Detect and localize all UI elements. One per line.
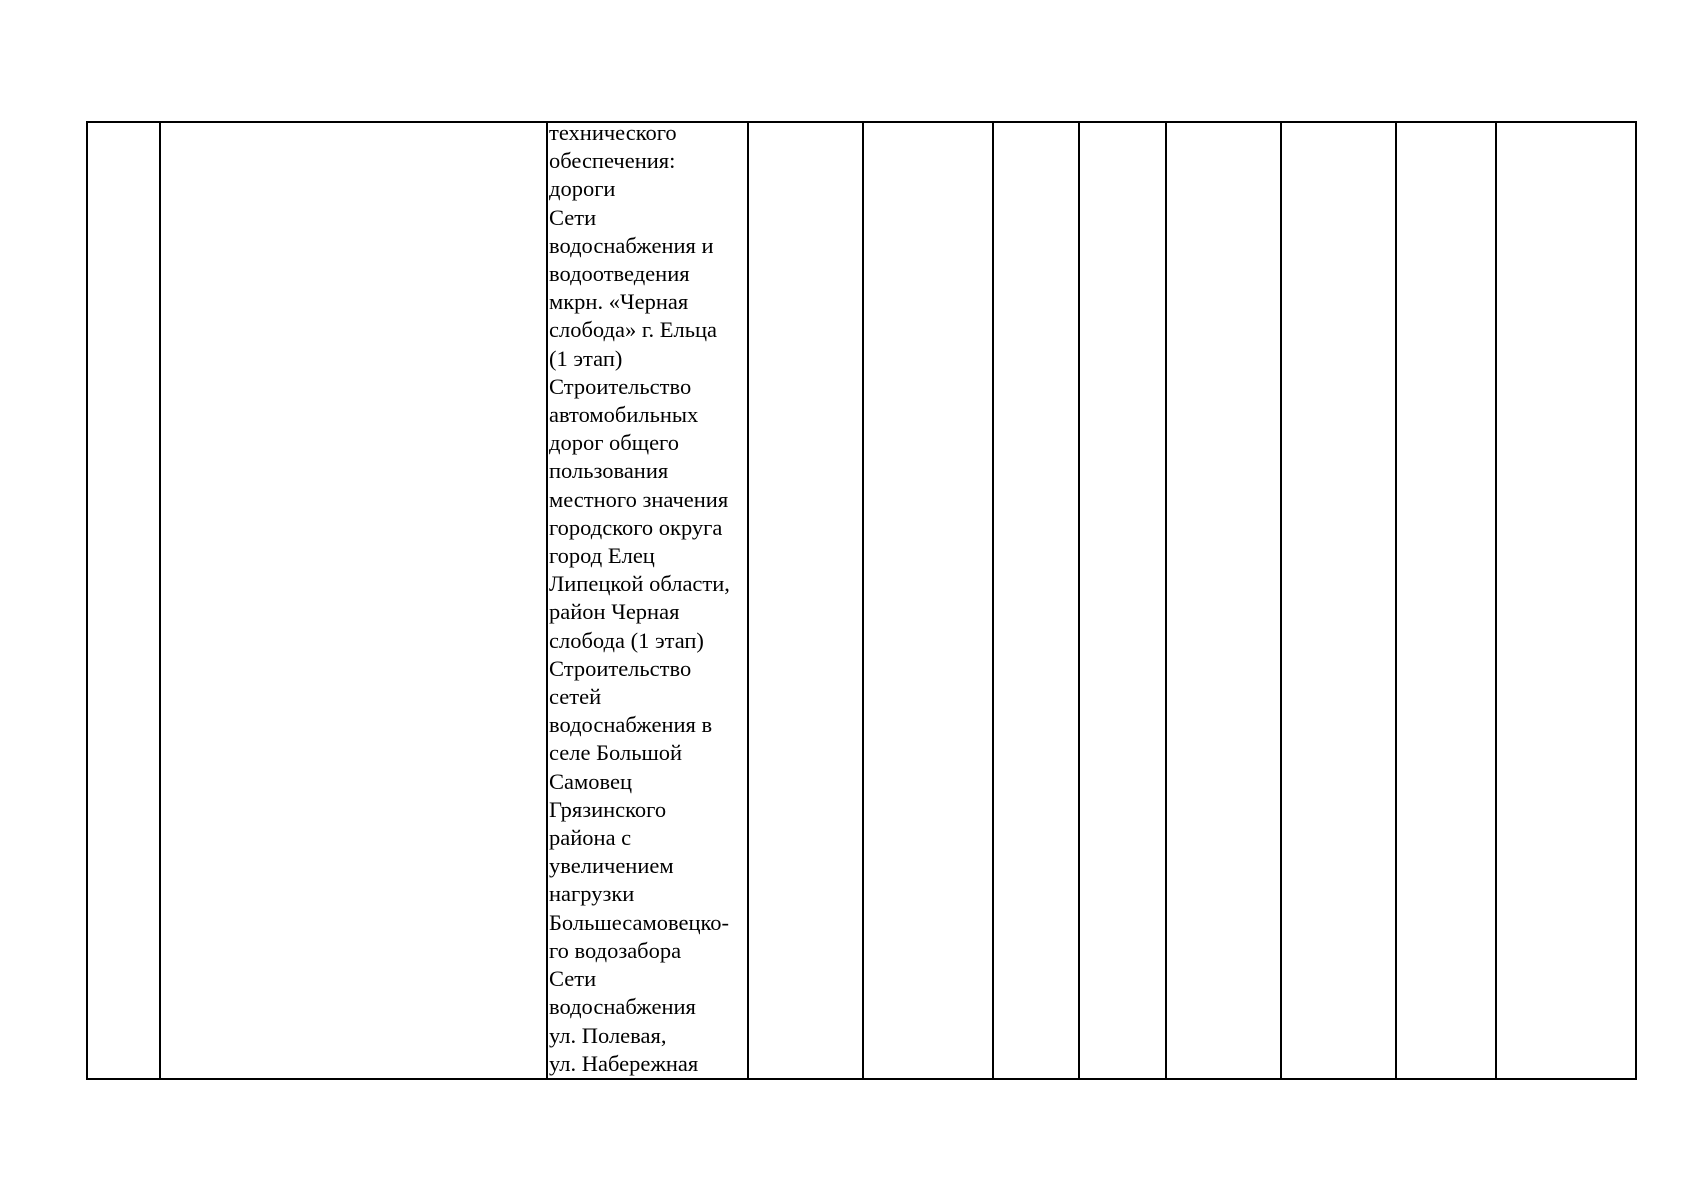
table-cell-objects: технического обеспечения: дороги Сети водоснабжения и водоотведения мкрн. «Черная слобода» г. Ельца (1 этап) Строительство автомобильных дорог общего пользования местного значения городского округа город Елец Липецкой области, район Черная слобода (1 этап) Строительство сетей водоснабжения в селе Большой Самовец Грязинского района с увеличением нагрузки Большесамовецко- го водозабора Сети водоснабжения ул. Полевая, ул. Набережная [547, 122, 748, 1079]
table-cell [1496, 122, 1636, 1079]
table-cell [1281, 122, 1396, 1079]
table-cell [863, 122, 993, 1079]
table-cell [748, 122, 863, 1079]
table-cell [1396, 122, 1496, 1079]
data-table [86, 121, 1637, 1080]
table-cell [993, 122, 1079, 1079]
table-cell-number [87, 122, 160, 1079]
table-cell [1079, 122, 1166, 1079]
table-cell-name [160, 122, 547, 1079]
table-row [87, 122, 1636, 1079]
table-cell [1166, 122, 1281, 1079]
